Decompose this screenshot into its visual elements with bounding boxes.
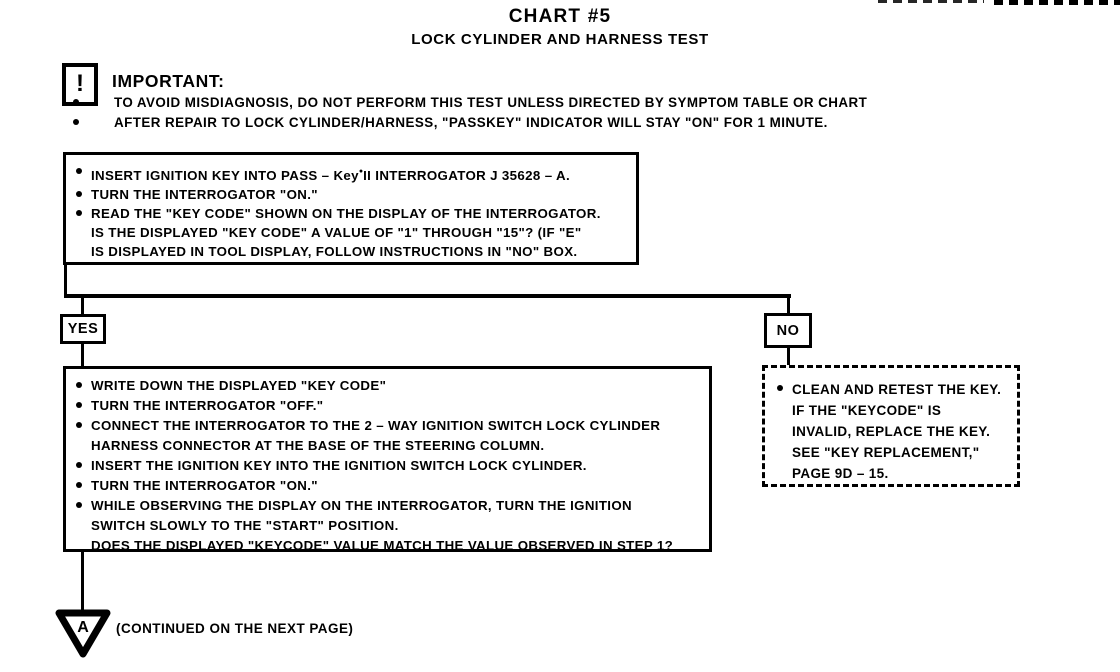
page-subtitle: LOCK CYLINDER AND HARNESS TEST <box>411 31 709 48</box>
registered-dot: ● <box>358 168 364 175</box>
instruction-line: TURN THE INTERROGATOR "OFF." <box>76 396 701 416</box>
instruction-line: READ THE "KEY CODE" SHOWN ON THE DISPLAY OF THE INTERROGATOR. <box>76 204 628 223</box>
yes-label: YES <box>60 314 106 344</box>
instruction-line: SEE "KEY REPLACEMENT," <box>792 445 980 460</box>
page-title: CHART #5 <box>508 6 612 27</box>
bullet-icon <box>76 422 82 428</box>
instruction-line: WHILE OBSERVING THE DISPLAY ON THE INTERROGATOR, TURN THE IGNITION <box>76 496 701 516</box>
instruction-line: IS THE DISPLAYED "KEY CODE" A VALUE OF "1" THROUGH "15"? (IF "E" <box>91 225 582 240</box>
title-block <box>0 6 1120 48</box>
connector-line <box>787 346 790 366</box>
important-note: TO AVOID MISDIAGNOSIS, DO NOT PERFORM THIS TEST UNLESS DIRECTED BY SYMPTOM TABLE OR CHART <box>73 95 867 110</box>
important-heading: IMPORTANT: <box>112 71 225 91</box>
step1-box <box>63 152 639 265</box>
bullet-icon <box>73 119 79 125</box>
important-note: AFTER REPAIR TO LOCK CYLINDER/HARNESS, "PASSKEY" INDICATOR WILL STAY "ON" FOR 1 MINUTE. <box>73 115 828 130</box>
cropped-text-fragment <box>994 0 1120 5</box>
instruction-line: IS DISPLAYED IN TOOL DISPLAY, FOLLOW INSTRUCTIONS IN "NO" BOX. <box>91 244 578 259</box>
instruction-line: DOES THE DISPLAYED "KEYCODE" VALUE MATCH THE VALUE OBSERVED IN STEP 1? <box>91 538 674 553</box>
bullet-icon <box>76 502 82 508</box>
instruction-line: INSERT IGNITION KEY INTO PASS – Key●II INTERROGATOR J 35628 – A. <box>76 162 628 185</box>
connector-line <box>787 297 790 314</box>
bullet-icon <box>76 210 82 216</box>
connector-line <box>81 297 84 315</box>
bullet-icon <box>777 385 783 391</box>
instruction-line: TURN THE INTERROGATOR "ON." <box>76 476 701 496</box>
instruction-line: HARNESS CONNECTOR AT THE BASE OF THE STEERING COLUMN. <box>91 438 545 453</box>
connector-a-symbol <box>54 608 112 660</box>
instruction-line: IF THE "KEYCODE" IS <box>792 403 942 418</box>
bullet-icon <box>76 482 82 488</box>
connector-line <box>81 342 84 367</box>
yes-steps-box <box>63 366 712 552</box>
instruction-line: CLEAN AND RETEST THE KEY. <box>777 379 1011 400</box>
bullet-icon <box>76 191 82 197</box>
instruction-line: WRITE DOWN THE DISPLAYED "KEY CODE" <box>76 376 701 396</box>
instruction-line: PAGE 9D – 15. <box>792 466 889 481</box>
instruction-line: INSERT THE IGNITION KEY INTO THE IGNITION SWITCH LOCK CYLINDER. <box>76 456 701 476</box>
connector-a-label: A <box>77 619 89 636</box>
instruction-line: TURN THE INTERROGATOR "ON." <box>76 185 628 204</box>
bullet-icon <box>76 462 82 468</box>
no-label: NO <box>764 313 812 348</box>
bullet-icon <box>76 402 82 408</box>
connector-line <box>64 294 791 298</box>
exclamation-icon: ! <box>76 69 84 97</box>
continued-note: (CONTINUED ON THE NEXT PAGE) <box>116 621 354 636</box>
instruction-line: CONNECT THE INTERROGATOR TO THE 2 – WAY IGNITION SWITCH LOCK CYLINDER <box>76 416 701 436</box>
connector-line <box>64 263 67 297</box>
connector-line <box>81 551 84 613</box>
bullet-icon <box>76 168 82 174</box>
no-action-box <box>762 365 1020 487</box>
bullet-icon <box>76 382 82 388</box>
instruction-line: INVALID, REPLACE THE KEY. <box>792 424 991 439</box>
instruction-line: SWITCH SLOWLY TO THE "START" POSITION. <box>91 518 399 533</box>
cropped-text-fragment <box>878 0 984 3</box>
bullet-icon <box>73 99 79 105</box>
